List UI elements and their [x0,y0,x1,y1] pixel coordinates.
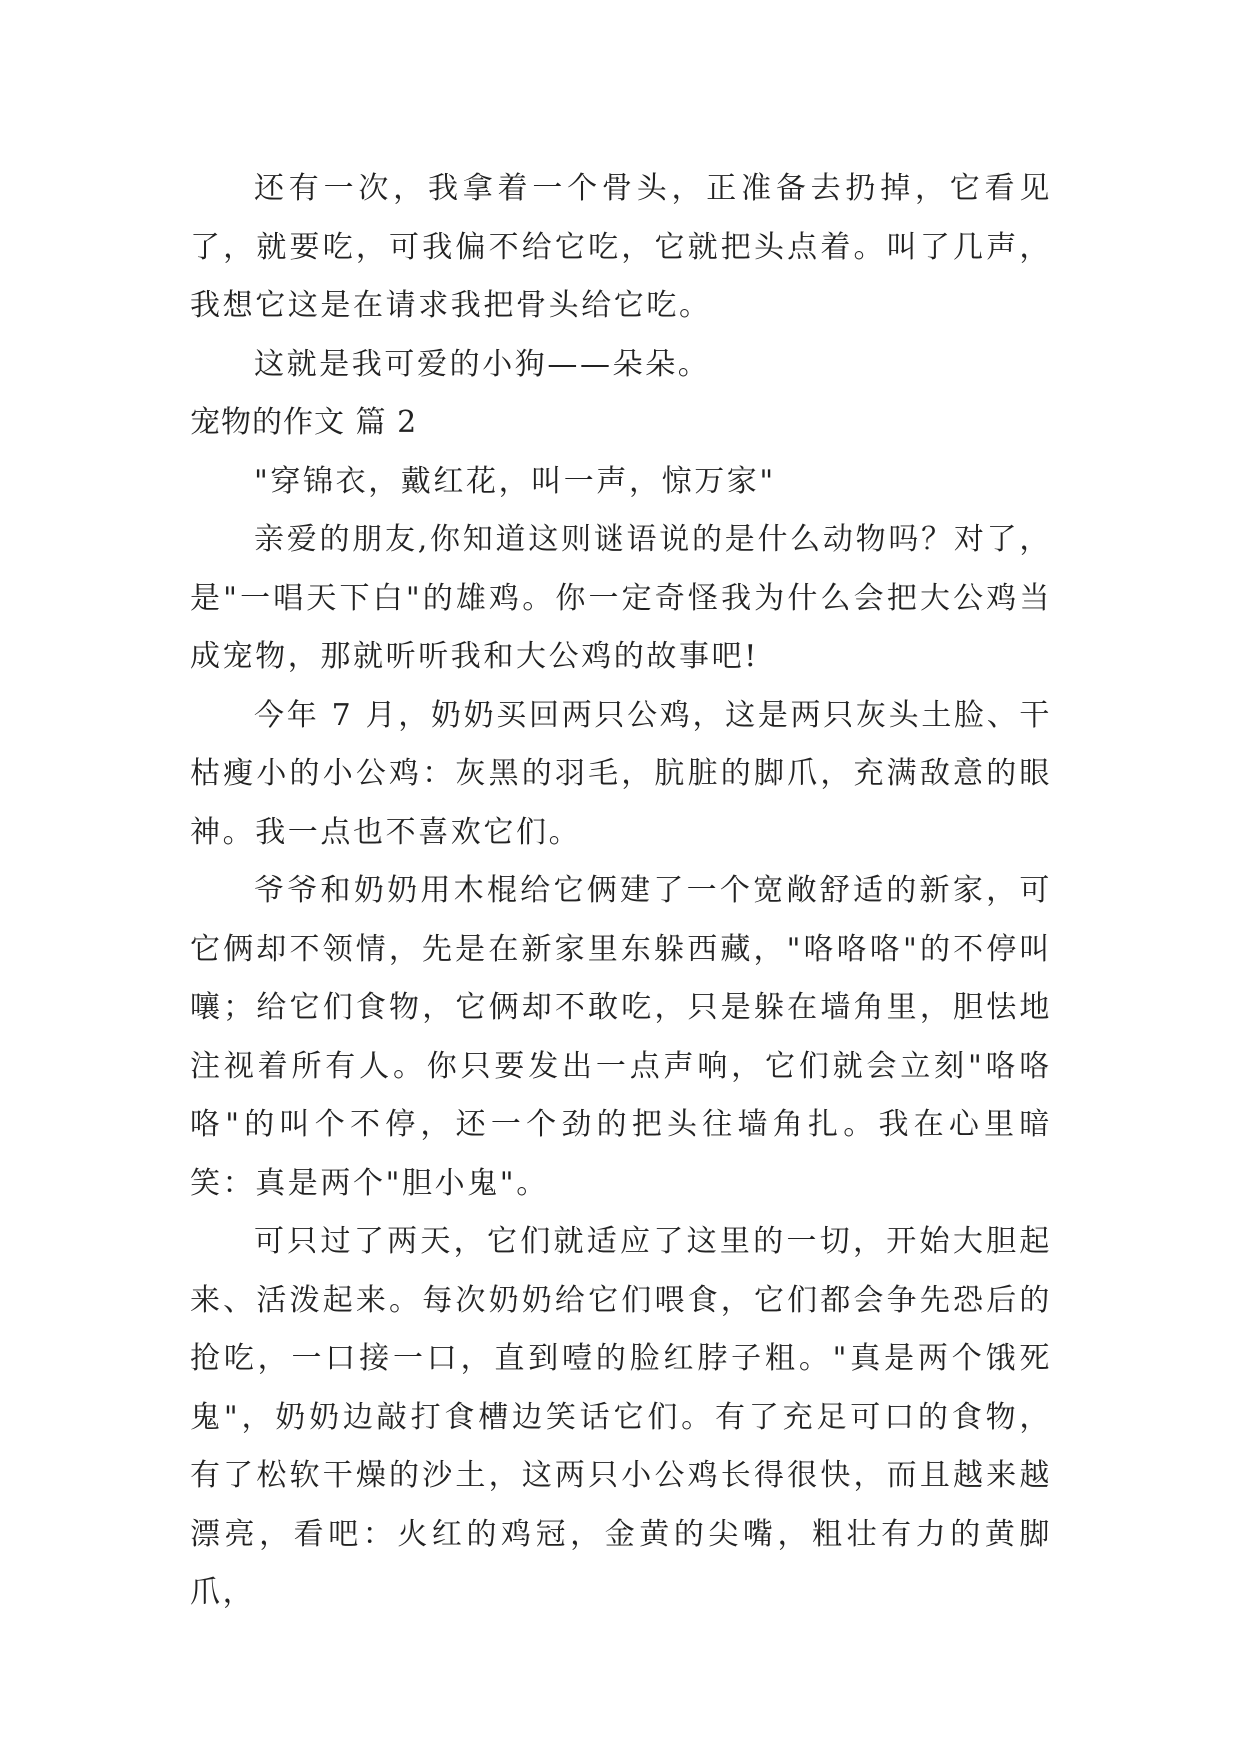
paragraph-riddle-answer: 亲爱的朋友,你知道这则谜语说的是什么动物吗？对了，是"一唱天下白"的雄鸡。你一定奇怪我为什么会把大公鸡当成宠物，那就听听我和大公鸡的故事吧! [190,522,1052,674]
document-body [190,160,1052,1623]
riddle-quote: "穿锦衣，戴红花，叫一声，惊万家" [254,463,776,499]
paragraph-growing-up: 可只过了两天，它们就适应了这里的一切，开始大胆起来、活泼起来。每次奶奶给它们喂食，它们都会争先恐后的抢吃，一口接一口，直到噎的脸红脖子粗。"真是两个饿死鬼"，奶奶边敲打食槽边笑话它们。有了充足可口的食物，有了松软干燥的沙土，这两只小公鸡长得很快，而且越来越漂亮，看吧：火红的鸡冠，金黄的尖嘴，粗壮有力的黄脚爪， [190,1224,1052,1610]
section-heading: 宠物的作文 篇 2 [190,405,418,440]
paragraph-new-home: 爷爷和奶奶用木棍给它俩建了一个宽敞舒适的新家，可它俩却不领情，先是在新家里东躲西藏，"咯咯咯"的不停叫嚷；给它们食物，它俩却不敢吃，只是躲在墙角里，胆怯地注视着所有人。你只要发出一点声响，它们就会立刻"咯咯咯"的叫个不停，还一个劲的把头往墙角扎。我在心里暗笑：真是两个"胆小鬼"。 [190,873,1052,1201]
paragraph-july-roosters: 今年 7 月，奶奶买回两只公鸡，这是两只灰头土脸、干枯瘦小的小公鸡：灰黑的羽毛，肮脏的脚爪，充满敌意的眼神。我一点也不喜欢它们。 [190,697,1052,850]
paragraph-puppy-conclusion: 这就是我可爱的小狗——朵朵。 [254,346,711,382]
paragraph-bone-story: 还有一次，我拿着一个骨头，正准备去扔掉，它看见了，就要吃，可我偏不给它吃，它就把头点着。叫了几声，我想它这是在请求我把骨头给它吃。 [190,171,1052,323]
